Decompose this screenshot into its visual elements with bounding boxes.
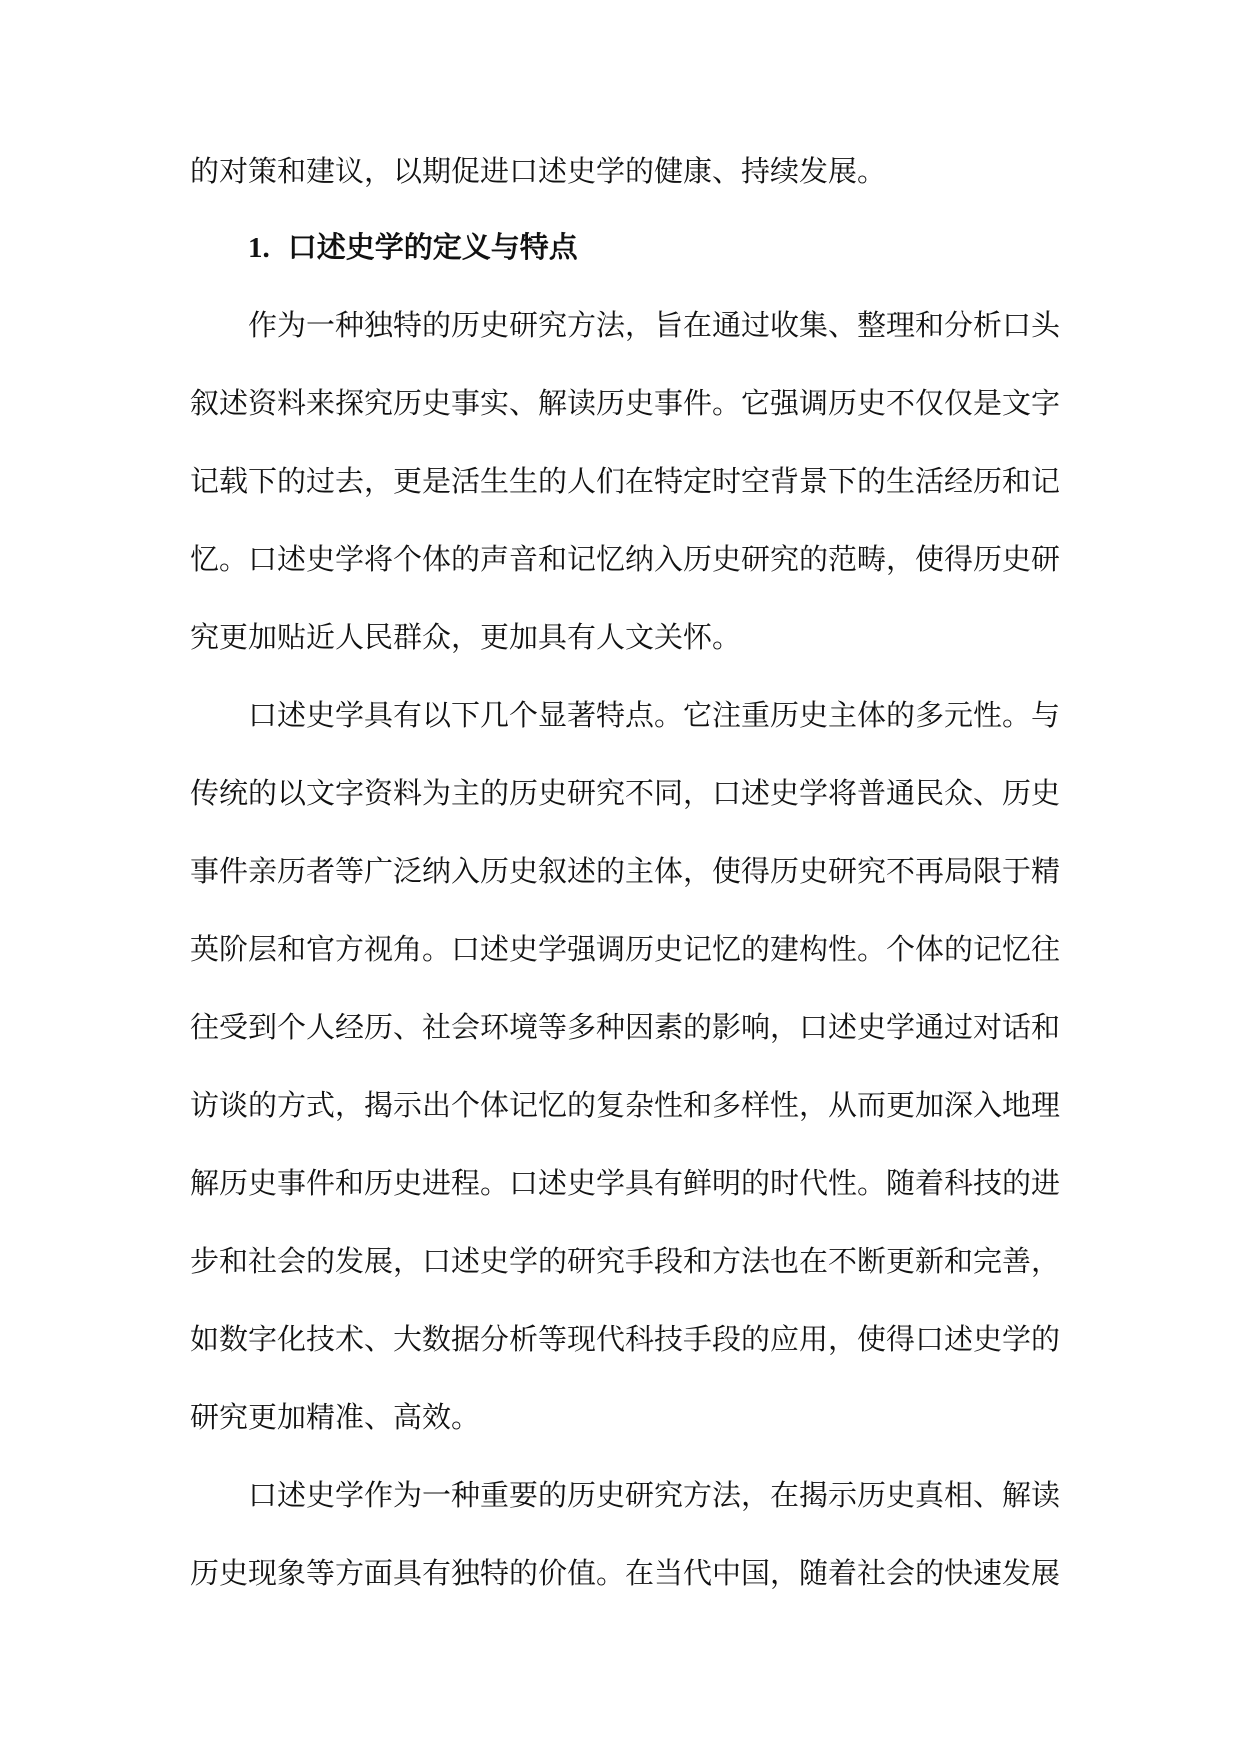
section-heading	[248, 217, 948, 277]
section-title: 口述史学的定义与特点	[287, 230, 578, 264]
paragraph-2-line-9: 如数字化技术、大数据分析等现代科技手段的应用，使得口述史学的	[190, 1322, 1061, 1356]
paragraph-2-line-6: 访谈的方式，揭示出个体记忆的复杂性和多样性，从而更加深入地理	[190, 1088, 1061, 1122]
paragraph-2-line-5: 往受到个人经历、社会环境等多种因素的影响，口述史学通过对话和	[190, 1010, 1061, 1044]
paragraph-3-line-2: 历史现象等方面具有独特的价值。在当代中国，随着社会的快速发展	[190, 1556, 1061, 1590]
paragraph-2-line-10: 研究更加精准、高效。	[190, 1400, 481, 1434]
paragraph-2-line-7: 解历史事件和历史进程。口述史学具有鲜明的时代性。随着科技的进	[190, 1166, 1061, 1200]
paragraph-3-line-1: 口述史学作为一种重要的历史研究方法，在揭示历史真相、解读	[248, 1478, 1061, 1512]
paragraph-1-line-2: 叙述资料来探究历史事实、解读历史事件。它强调历史不仅仅是文字	[190, 386, 1061, 420]
section-number: 1.	[248, 232, 270, 264]
paragraph-1-line-5: 究更加贴近人民群众，更加具有人文关怀。	[190, 620, 742, 654]
intro-tail-line: 的对策和建议，以期促进口述史学的健康、持续发展。	[190, 154, 887, 188]
paragraph-2-line-3: 事件亲历者等广泛纳入历史叙述的主体，使得历史研究不再局限于精	[190, 854, 1061, 888]
paragraph-2-line-4: 英阶层和官方视角。口述史学强调历史记忆的建构性。个体的记忆往	[190, 932, 1061, 966]
paragraph-1-line-3: 记载下的过去，更是活生生的人们在特定时空背景下的生活经历和记	[190, 464, 1061, 498]
paragraph-1-line-1: 作为一种独特的历史研究方法，旨在通过收集、整理和分析口头	[248, 308, 1061, 342]
paragraph-2-line-8: 步和社会的发展，口述史学的研究手段和方法也在不断更新和完善，	[190, 1244, 1061, 1278]
paragraph-2-line-2: 传统的以文字资料为主的历史研究不同，口述史学将普通民众、历史	[190, 776, 1061, 810]
paragraph-2-line-1: 口述史学具有以下几个显著特点。它注重历史主体的多元性。与	[248, 698, 1061, 732]
paragraph-1-line-4: 忆。口述史学将个体的声音和记忆纳入历史研究的范畴，使得历史研	[190, 542, 1061, 576]
